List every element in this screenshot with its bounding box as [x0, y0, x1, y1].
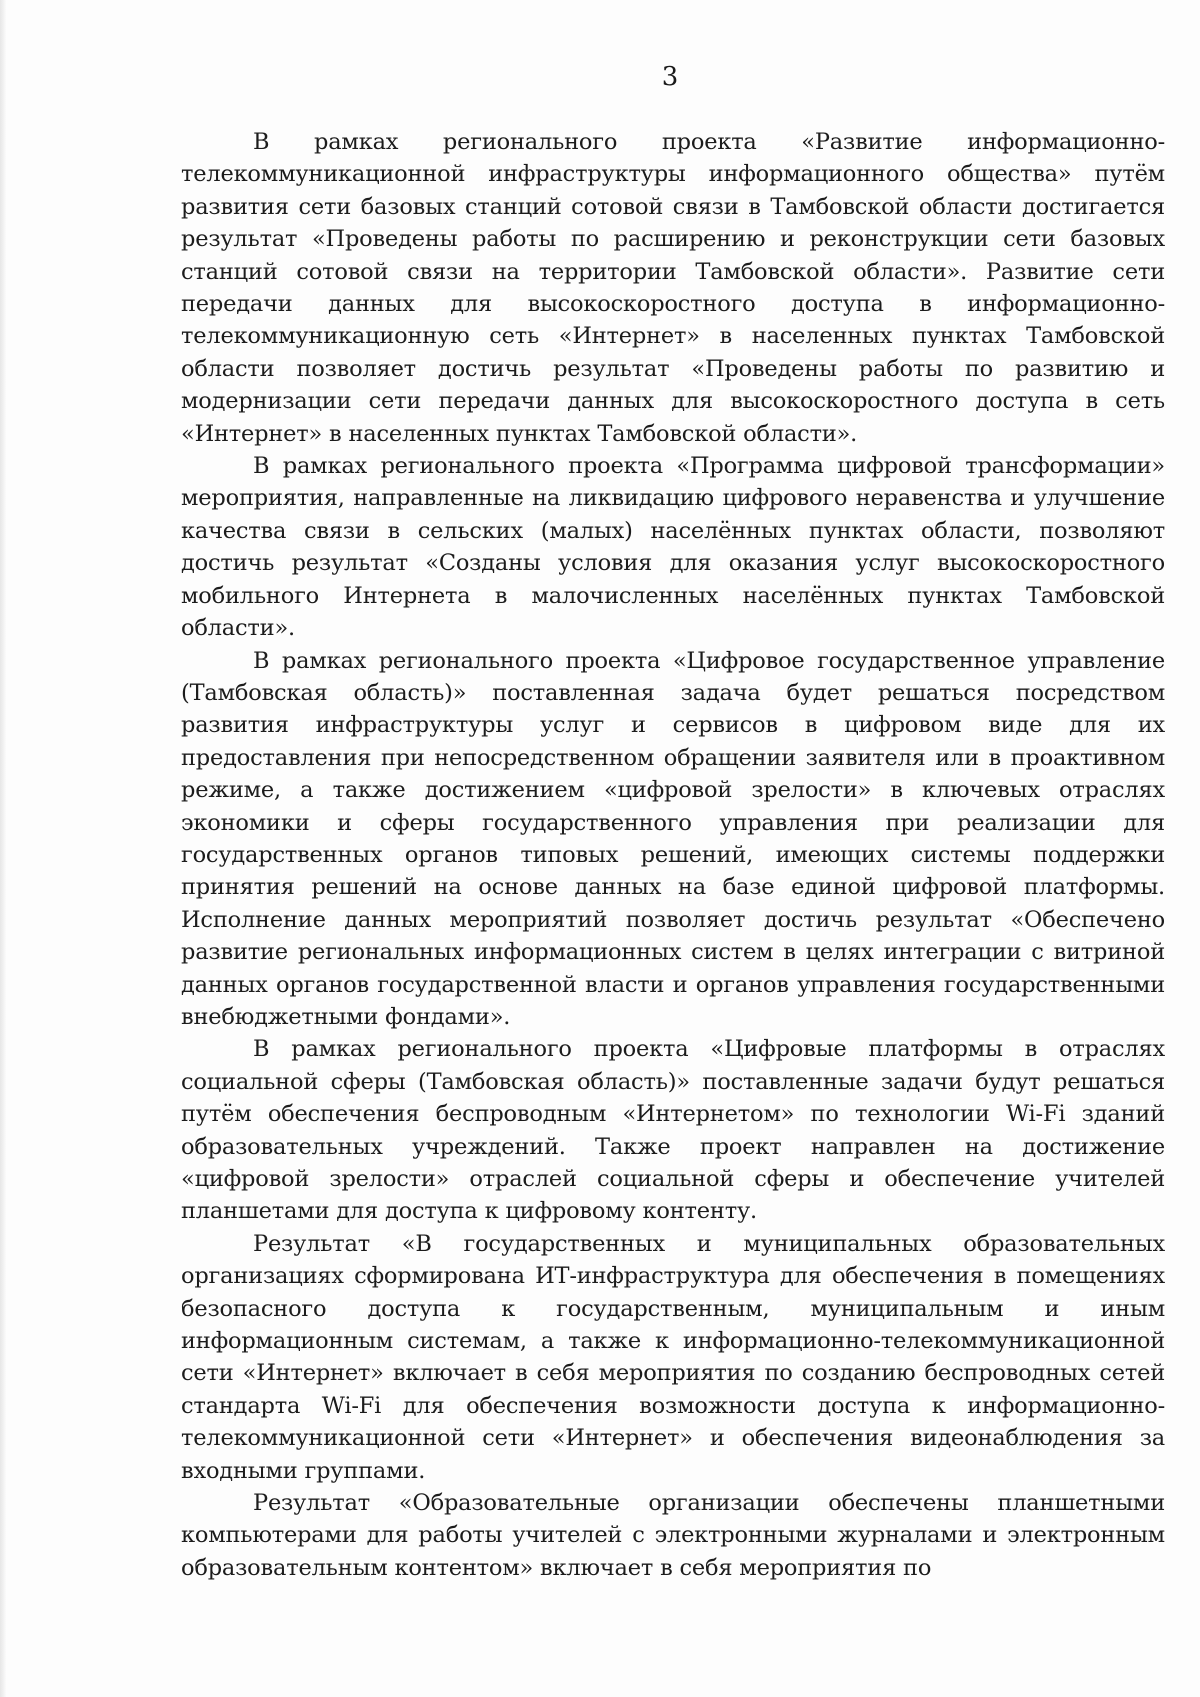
paragraph-digital-government: В рамках регионального проекта «Цифровое государственное управление (Тамбовская область)» поставленная задача будет решаться посредством развития инфраструктуры услуг и сервисов в цифровом виде для их предоставления при непосредственном обращении заявителя или в проактивном режиме, а также достижением «цифровой зрелости» в ключевых отраслях экономики и сферы государственного управления при реализации для государственных органов типовых решений, имеющих системы поддержки принятия решений на основе данных на базе единой цифровой платформы. Исполнение данных мероприятий позволяет достичь результат «Обеспечено развитие региональных информационных систем в целях интеграции с витриной данных органов государственной власти и органов управления государственными внебюджетными фондами».: [181, 647, 1165, 1030]
document-body: [181, 126, 1165, 1584]
paragraph-tablets-result: Результат «Образовательные организации обеспечены планшетными компьютерами для работы учителей с электронными журналами и электронным образовательным контентом» включает в себя мероприятия по: [181, 1490, 1165, 1581]
paragraph-digital-platforms-social: В рамках регионального проекта «Цифровые платформы в отраслях социальной сферы (Тамбовская область)» поставленные задачи будут решаться путём обеспечения беспроводным «Интернетом» по технологии Wi-Fi зданий образовательных учреждений. Также проект направлен на достижение «цифровой зрелости» отраслей социальной сферы и обеспечение учителей планшетами для доступа к цифровому контенту.: [181, 1036, 1165, 1225]
paragraph-it-infrastructure-result: Результат «В государственных и муниципальных образовательных организациях сформирована ИТ-инфраструктура для обеспечения в помещениях безопасного доступа к государственным, муниципальным и иным информационным системам, а также к информационно-телекоммуникационной сети «Интернет» включает в себя мероприятия по созданию беспроводных сетей стандарта Wi-Fi для обеспечения возможности доступа к информационно-телекоммуникационной сети «Интернет» и обеспечения видеонаблюдения за входными группами.: [181, 1230, 1165, 1484]
page-number: 3: [661, 62, 679, 92]
paragraph-regional-project-infrastructure: В рамках регионального проекта «Развитие информационно-телекоммуникационной инфраструктуры информационного общества» путём развития сети базовых станций сотовой связи в Тамбовской области достигается результат «Проведены работы по расширению и реконструкции сети базовых станций сотовой связи на территории Тамбовской области». Развитие сети передачи данных для высокоскоростного доступа в информационно-телекоммуникационную сеть «Интернет» в населенных пунктах Тамбовской области позволяет достичь результат «Проведены работы по развитию и модернизации сети передачи данных для высокоскоростного доступа в сеть «Интернет» в населенных пунктах Тамбовской области».: [181, 129, 1165, 447]
paragraph-digital-transformation: В рамках регионального проекта «Программа цифровой трансформации» мероприятия, направленные на ликвидацию цифрового неравенства и улучшение качества связи в сельских (малых) населённых пунктах области, позволяют достичь результат «Созданы условия для оказания услуг высокоскоростного мобильного Интернета в малочисленных населённых пунктах Тамбовской области».: [181, 453, 1165, 642]
scan-edge-shadow: [0, 0, 6, 1697]
